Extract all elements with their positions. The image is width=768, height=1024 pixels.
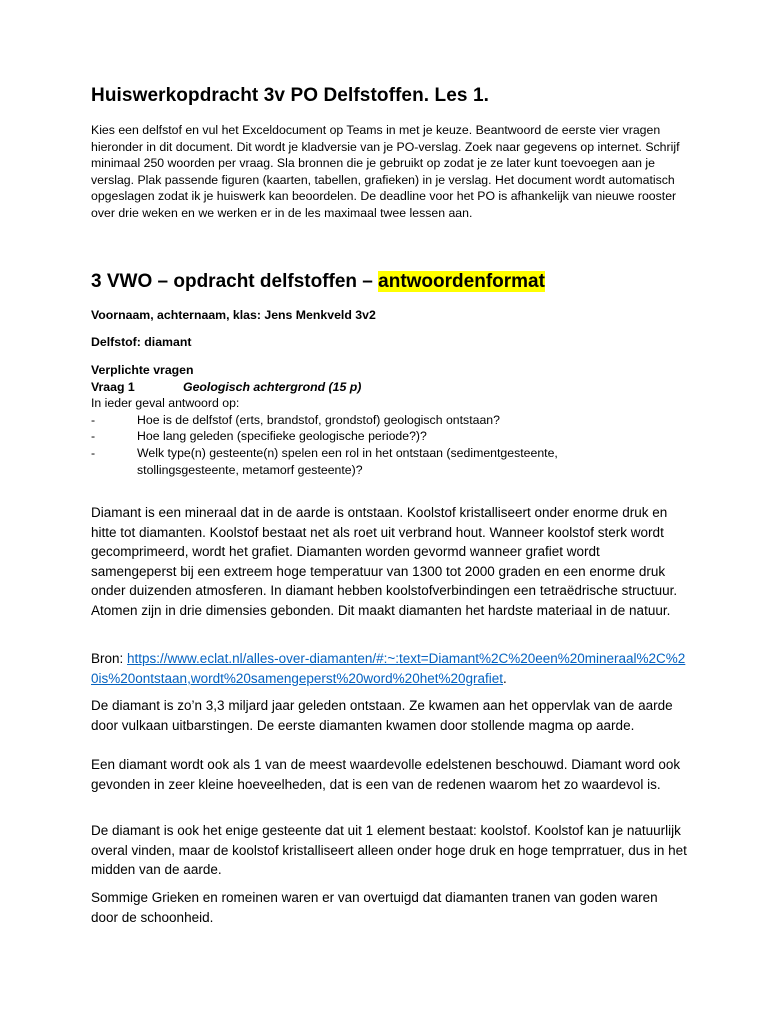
- list-item-text: Hoe lang geleden (specifieke geologische periode?)?: [137, 429, 427, 444]
- list-item: [91, 412, 691, 429]
- student-line: Voornaam, achternaam, klas: Jens Menkveld 3v2: [91, 308, 376, 322]
- vraag-row: [91, 379, 691, 396]
- list-dash: -: [91, 412, 96, 427]
- required-header: Verplichte vragen: [91, 363, 194, 377]
- vraag-label: Vraag 1: [91, 379, 135, 394]
- answer-paragraph-1: Diamant is een mineraal dat in de aarde is ontstaan. Koolstof kristalliseert onder enorme druk en hitte tot diamanten. Koolstof bestaat net als roet uit verbrand hout. Wanneer koolstof sterk wordt gecomprimeerd, wordt het grafiet. Diamanten worden gevormd wanneer grafiet wordt samengeperst bij een extreem hoge temperatuur van 1300 tot 2000 graden en een enorme druk onder duizenden atmosferen. In diamant hebben koolstofverbindingen een tetraëdrische structuur. Atomen zijn in drie dimensies gebonden. Dit maakt diamanten het hardste materiaal in de natuur.: [91, 505, 678, 618]
- delfstof-line: Delfstof: diamant: [91, 335, 192, 349]
- answer-paragraph-4: De diamant is ook het enige gesteente dat uit 1 element bestaat: koolstof. Koolstof kan je natuurlijk overal vinden, maar de koolstof kristalliseert alleen onder hoge druk en hoge temprratuer, dus in het midden van de aarde.: [91, 823, 687, 878]
- format-heading-highlight: antwoordenformat: [378, 271, 545, 292]
- format-heading-prefix: 3 VWO – opdracht delfstoffen –: [91, 271, 379, 292]
- list-item-text: Hoe is de delfstof (erts, brandstof, grondstof) geologisch ontstaan?: [137, 412, 500, 427]
- source-link[interactable]: https://www.eclat.nl/alles-over-diamanten/#:~:text=Diamant%2C%20een%20mineraal%2C%20is%20ontstaan,wordt%20samengeperst%20word%20het%20grafiet: [91, 651, 686, 686]
- answer-paragraph-5: Sommige Grieken en romeinen waren er van overtuigd dat diamanten tranen van goden waren door de schoonheid.: [91, 890, 658, 925]
- source-end: .: [503, 670, 507, 686]
- intro-paragraph: Kies een delfstof en vul het Exceldocument op Teams in met je keuze. Beantwoord de eerste vier vragen hieronder in dit document. Dit wordt je kladversie van je PO-verslag. Zoek naar gegevens op internet. Schrijf minimaal 250 woorden per vraag. Sla bronnen die je gebruikt op zodat je ze later kunt toevoegen aan je verslag. Plak passende figuren (kaarten, tabellen, grafieken) in je verslag. Het document wordt automatisch opgeslagen zodat ik je huiswerk kan beoordelen. De deadline voor het PO is afhankelijk van nieuwe rooster over drie weken en we werken er in de les maximaal twee lessen aan.: [91, 123, 680, 220]
- required-questions: [91, 362, 691, 478]
- vraag-title: Geologisch achtergrond (15 p): [183, 379, 362, 394]
- answer-paragraph-2: De diamant is zo’n 3,3 miljard jaar geleden ontstaan. Ze kwamen aan het oppervlak van de aarde door vulkaan uitbarstingen. De eerste diamanten kwamen door stollende magma op aarde.: [91, 698, 673, 733]
- document-title: Huiswerkopdracht 3v PO Delfstoffen. Les 1.: [91, 85, 490, 106]
- format-heading: [91, 271, 545, 293]
- source-paragraph: [91, 649, 691, 688]
- list-item: [91, 445, 691, 478]
- list-item-text: Welk type(n) gesteente(n) spelen een rol in het ontstaan (sedimentgesteente, stollingsgesteente, metamorf gesteente)?: [137, 445, 558, 477]
- list-dash: -: [91, 429, 96, 444]
- list-dash: -: [91, 445, 96, 460]
- list-item: [91, 428, 691, 445]
- answer-paragraph-3: Een diamant wordt ook als 1 van de meest waardevolle edelstenen beschouwd. Diamant word ook gevonden in zeer kleine hoeveelheden, dat is een van de redenen waarom het zo waardevol is.: [91, 757, 681, 792]
- instruction-text: In ieder geval antwoord op:: [91, 396, 240, 411]
- source-label: Bron:: [91, 651, 128, 666]
